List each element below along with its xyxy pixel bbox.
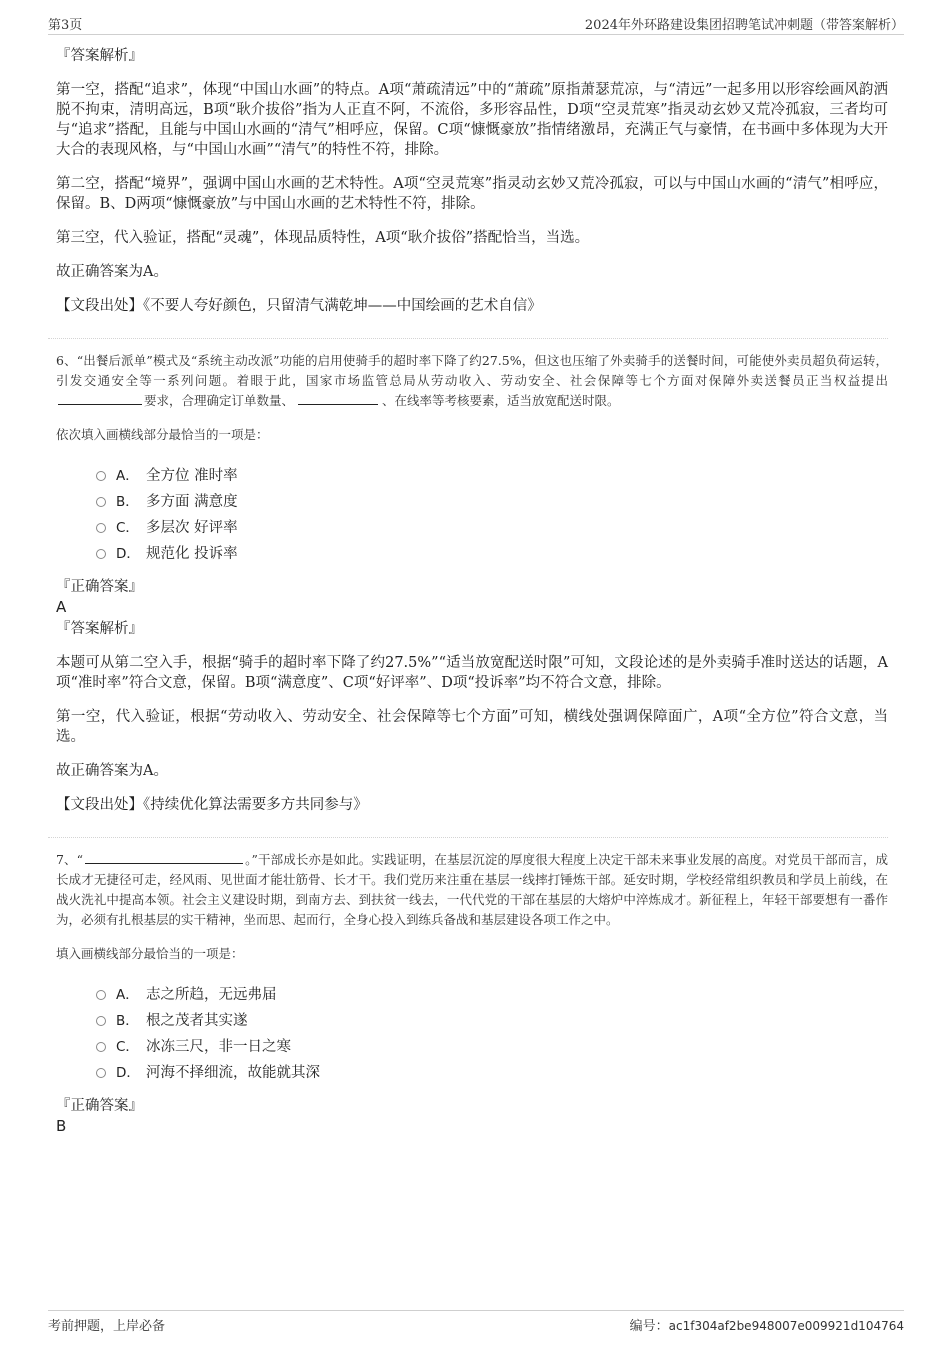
option-b[interactable]: B． 根之茂者其实遂: [96, 1008, 888, 1034]
option-d[interactable]: D． 规范化 投诉率: [96, 541, 888, 567]
correct-answer-label: 『正确答案』: [56, 1098, 143, 1114]
question-prompt: 填入画横线部分最恰当的一项是：: [56, 946, 244, 961]
question-prompt: 依次填入画横线部分最恰当的一项是：: [56, 427, 269, 442]
radio-icon[interactable]: [96, 471, 106, 481]
fill-blank: [85, 851, 243, 864]
footer-note: 考前押题，上岸必备: [48, 1319, 166, 1334]
question-stem: 6、“出餐后派单”模式及“系统主动改派”功能的启用使骑手的超时率下降了约27.5%，但这也压缩了外卖骑手的送餐时间，可能使外卖员超负荷运转，引发交通安全等一系列问题。着眼于此，国家市场监管总局从劳动收入、劳动安全、社会保障等七个方面对保障外卖送餐员正当权益提出要求，合理确定订单数量、 、在线率等考核要素，适当放宽配送时限。: [56, 353, 888, 408]
page-content: [56, 46, 888, 1138]
radio-icon[interactable]: [96, 523, 106, 533]
radio-icon[interactable]: [96, 497, 106, 507]
document-title: 2024年外环路建设集团招聘笔试冲刺题（带答案解析）: [584, 18, 904, 33]
page-number: 第3页: [48, 18, 83, 33]
analysis-paragraph: 第二空，搭配“境界”，强调中国山水画的艺术特性。A项“空灵荒寒”指灵动玄妙又荒冷孤寂，可以与中国山水画的“清气”相呼应，保留。B、D两项“慷慨豪放”与中国山水画的艺术特性不符，排除。: [56, 176, 888, 212]
radio-icon[interactable]: [96, 1068, 106, 1078]
analysis-paragraph: 第一空，搭配“追求”，体现“中国山水画”的特点。A项“萧疏清远”中的“萧疏”原指萧瑟荒凉，与“清远”一起多用以形容绘画风韵洒脱不拘束，清明高远，B项“耿介拔俗”指为人正直不阿，不流俗，多形容品性，D项“空灵荒寒”指灵动玄妙又荒冷孤寂，三者均可与“追求”搭配，且能与中国山水画的“清气”相呼应，保留。C项“慷慨豪放”指情绪激昂，充满正气与豪情，在书画中多体现为大开大合的表现风格，与“中国山水画”“清气”的特性不符，排除。: [56, 82, 888, 158]
option-d[interactable]: D． 河海不择细流，故能就其深: [96, 1060, 888, 1086]
analysis-label: 『答案解析』: [56, 48, 143, 64]
radio-icon[interactable]: [96, 1016, 106, 1026]
option-c[interactable]: C． 多层次 好评率: [96, 515, 888, 541]
fill-blank: [58, 392, 142, 405]
page-header: [48, 14, 904, 35]
radio-icon[interactable]: [96, 549, 106, 559]
correct-answer: A: [56, 598, 67, 616]
analysis-paragraph: 故正确答案为A。: [56, 264, 168, 280]
question-divider: [48, 837, 888, 838]
fill-blank: [298, 392, 378, 405]
q5-analysis-section: [56, 46, 888, 316]
analysis-label: 『答案解析』: [56, 621, 143, 637]
analysis-paragraph: 本题可从第二空入手，根据“骑手的超时率下降了约27.5%”“适当放宽配送时限”可知，文段论述的是外卖骑手准时送达的话题，A项“准时率”符合文意，保留。B项“满意度”、C项“好评率”、D项“投诉率”均不符合文意，排除。: [56, 655, 888, 691]
option-c[interactable]: C． 冰冻三尺，非一日之寒: [96, 1034, 888, 1060]
option-list: [96, 463, 888, 567]
option-b[interactable]: B． 多方面 满意度: [96, 489, 888, 515]
option-a[interactable]: A． 志之所趋，无远弗届: [96, 982, 888, 1008]
source-citation: 【文段出处】《持续优化算法需要多方共同参与》: [56, 797, 368, 813]
radio-icon[interactable]: [96, 990, 106, 1000]
question-divider: [48, 338, 888, 339]
option-a[interactable]: A． 全方位 准时率: [96, 463, 888, 489]
source-citation: 【文段出处】《不要人夸好颜色，只留清气满乾坤——中国绘画的艺术自信》: [56, 298, 542, 314]
analysis-paragraph: 第一空，代入验证，根据“劳动收入、劳动安全、社会保障等七个方面”可知，横线处强调保障面广，A项“全方位”符合文意，当选。: [56, 709, 888, 745]
question-7: [56, 850, 888, 1136]
question-stem: 7、“ 。”干部成长亦是如此。实践证明，在基层沉淀的厚度很大程度上决定干部未来事业发展的高度。对党员干部而言，成长成才无捷径可走，经风雨、见世面才能壮筋骨、长才干。我们党历来注重在基层一线摔打锤炼干部。延安时期，学校经常组织教员和学员上前线，在战火洗礼中提高本领。社会主义建设时期，到南方去、到扶贫一线去，一代代党的干部在基层的大熔炉中淬炼成才。新征程上，年轻干部要想有一番作为，必须有扎根基层的实干精神，坐而思、起而行，全身心投入到练兵备战和基层建设各项工作之中。: [56, 852, 889, 927]
question-6: [56, 351, 888, 815]
option-list: [96, 982, 888, 1086]
correct-answer-label: 『正确答案』: [56, 579, 143, 595]
analysis-paragraph: 故正确答案为A。: [56, 763, 168, 779]
document-code: 编号：ac1f304af2be948007e009921d104764: [629, 1319, 904, 1334]
page-footer: [48, 1310, 904, 1333]
radio-icon[interactable]: [96, 1042, 106, 1052]
analysis-paragraph: 第三空，代入验证，搭配“灵魂”，体现品质特性，A项“耿介拔俗”搭配恰当，当选。: [56, 230, 590, 246]
correct-answer: B: [56, 1117, 67, 1135]
